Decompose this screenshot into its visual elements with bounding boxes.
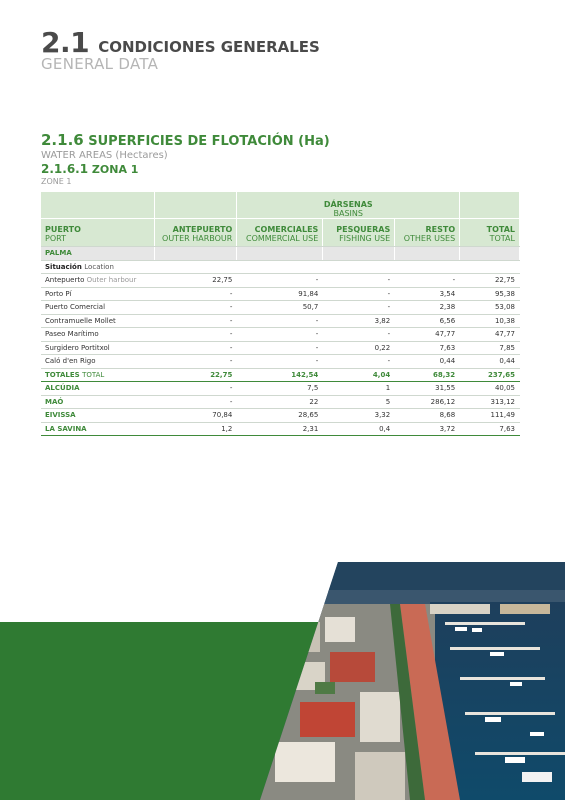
table-row: Paseo Marítimo - - - 47,77 47,77 bbox=[41, 328, 520, 342]
port-row-mao: MAÓ - 22 5 286,12 313,12 bbox=[41, 395, 520, 409]
column-header-row bbox=[41, 219, 520, 247]
chapter-subtitle: GENERAL DATA bbox=[41, 55, 159, 73]
table-row: Antepuerto Outer harbour 22,75 - - - 22,75 bbox=[41, 274, 520, 288]
location-subheader-row: Situación Location bbox=[41, 260, 520, 274]
col-header-port: PUERTO PORT bbox=[41, 219, 155, 247]
col-header-other: RESTO OTHER USES bbox=[395, 219, 460, 247]
basins-group-header: DÁRSENAS BASINS bbox=[237, 192, 460, 219]
subsection-title: ZONA 1 bbox=[91, 163, 139, 176]
harbour-aerial-photo bbox=[260, 562, 565, 800]
palma-group-row: PALMA bbox=[41, 247, 520, 261]
table-row: Porto Pí - 91,84 - 3,54 95,38 bbox=[41, 287, 520, 301]
chapter-title: CONDICIONES GENERALES bbox=[98, 38, 320, 56]
table-row: Surgidero Portitxol - - 0,22 7,63 7,85 bbox=[41, 341, 520, 355]
port-row-la-savina: LA SAVINA 1,2 2,31 0,4 3,72 7,63 bbox=[41, 422, 520, 436]
subsection-subtitle: ZONE 1 bbox=[41, 177, 72, 186]
col-header-total: TOTAL TOTAL bbox=[460, 219, 520, 247]
table-row: Puerto Comercial - 50,7 - 2,38 53,08 bbox=[41, 301, 520, 315]
col-header-outer-harbour: ANTEPUERTO OUTER HARBOUR bbox=[155, 219, 237, 247]
section-heading bbox=[41, 131, 330, 186]
port-row-eivissa: EIVISSA 70,84 28,65 3,32 8,68 111,49 bbox=[41, 409, 520, 423]
section-title: SUPERFICIES DE FLOTACIÓN (Ha) bbox=[88, 134, 330, 149]
subsection-number: 2.1.6.1 bbox=[41, 162, 89, 176]
table-row: Contramuelle Mollet - - 3,82 6,56 10,38 bbox=[41, 314, 520, 328]
section-subtitle: WATER AREAS (Hectares) bbox=[41, 150, 168, 161]
port-row-alcudia: ALCÚDIA - 7,5 1 31,55 40,05 bbox=[41, 382, 520, 396]
totals-row: TOTALES TOTAL 22,75 142,54 4,04 68,32 237,65 bbox=[41, 368, 520, 382]
chapter-number: 2.1 bbox=[41, 26, 90, 59]
col-header-fishing: PESQUERAS FISHING USE bbox=[323, 219, 395, 247]
water-areas-table bbox=[41, 192, 520, 436]
section-number: 2.1.6 bbox=[41, 131, 84, 149]
table-row: Caló d'en Rigo - - - 0,44 0,44 bbox=[41, 355, 520, 369]
col-header-commercial: COMERCIALES COMMERCIAL USE bbox=[237, 219, 323, 247]
page-header bbox=[41, 26, 320, 73]
